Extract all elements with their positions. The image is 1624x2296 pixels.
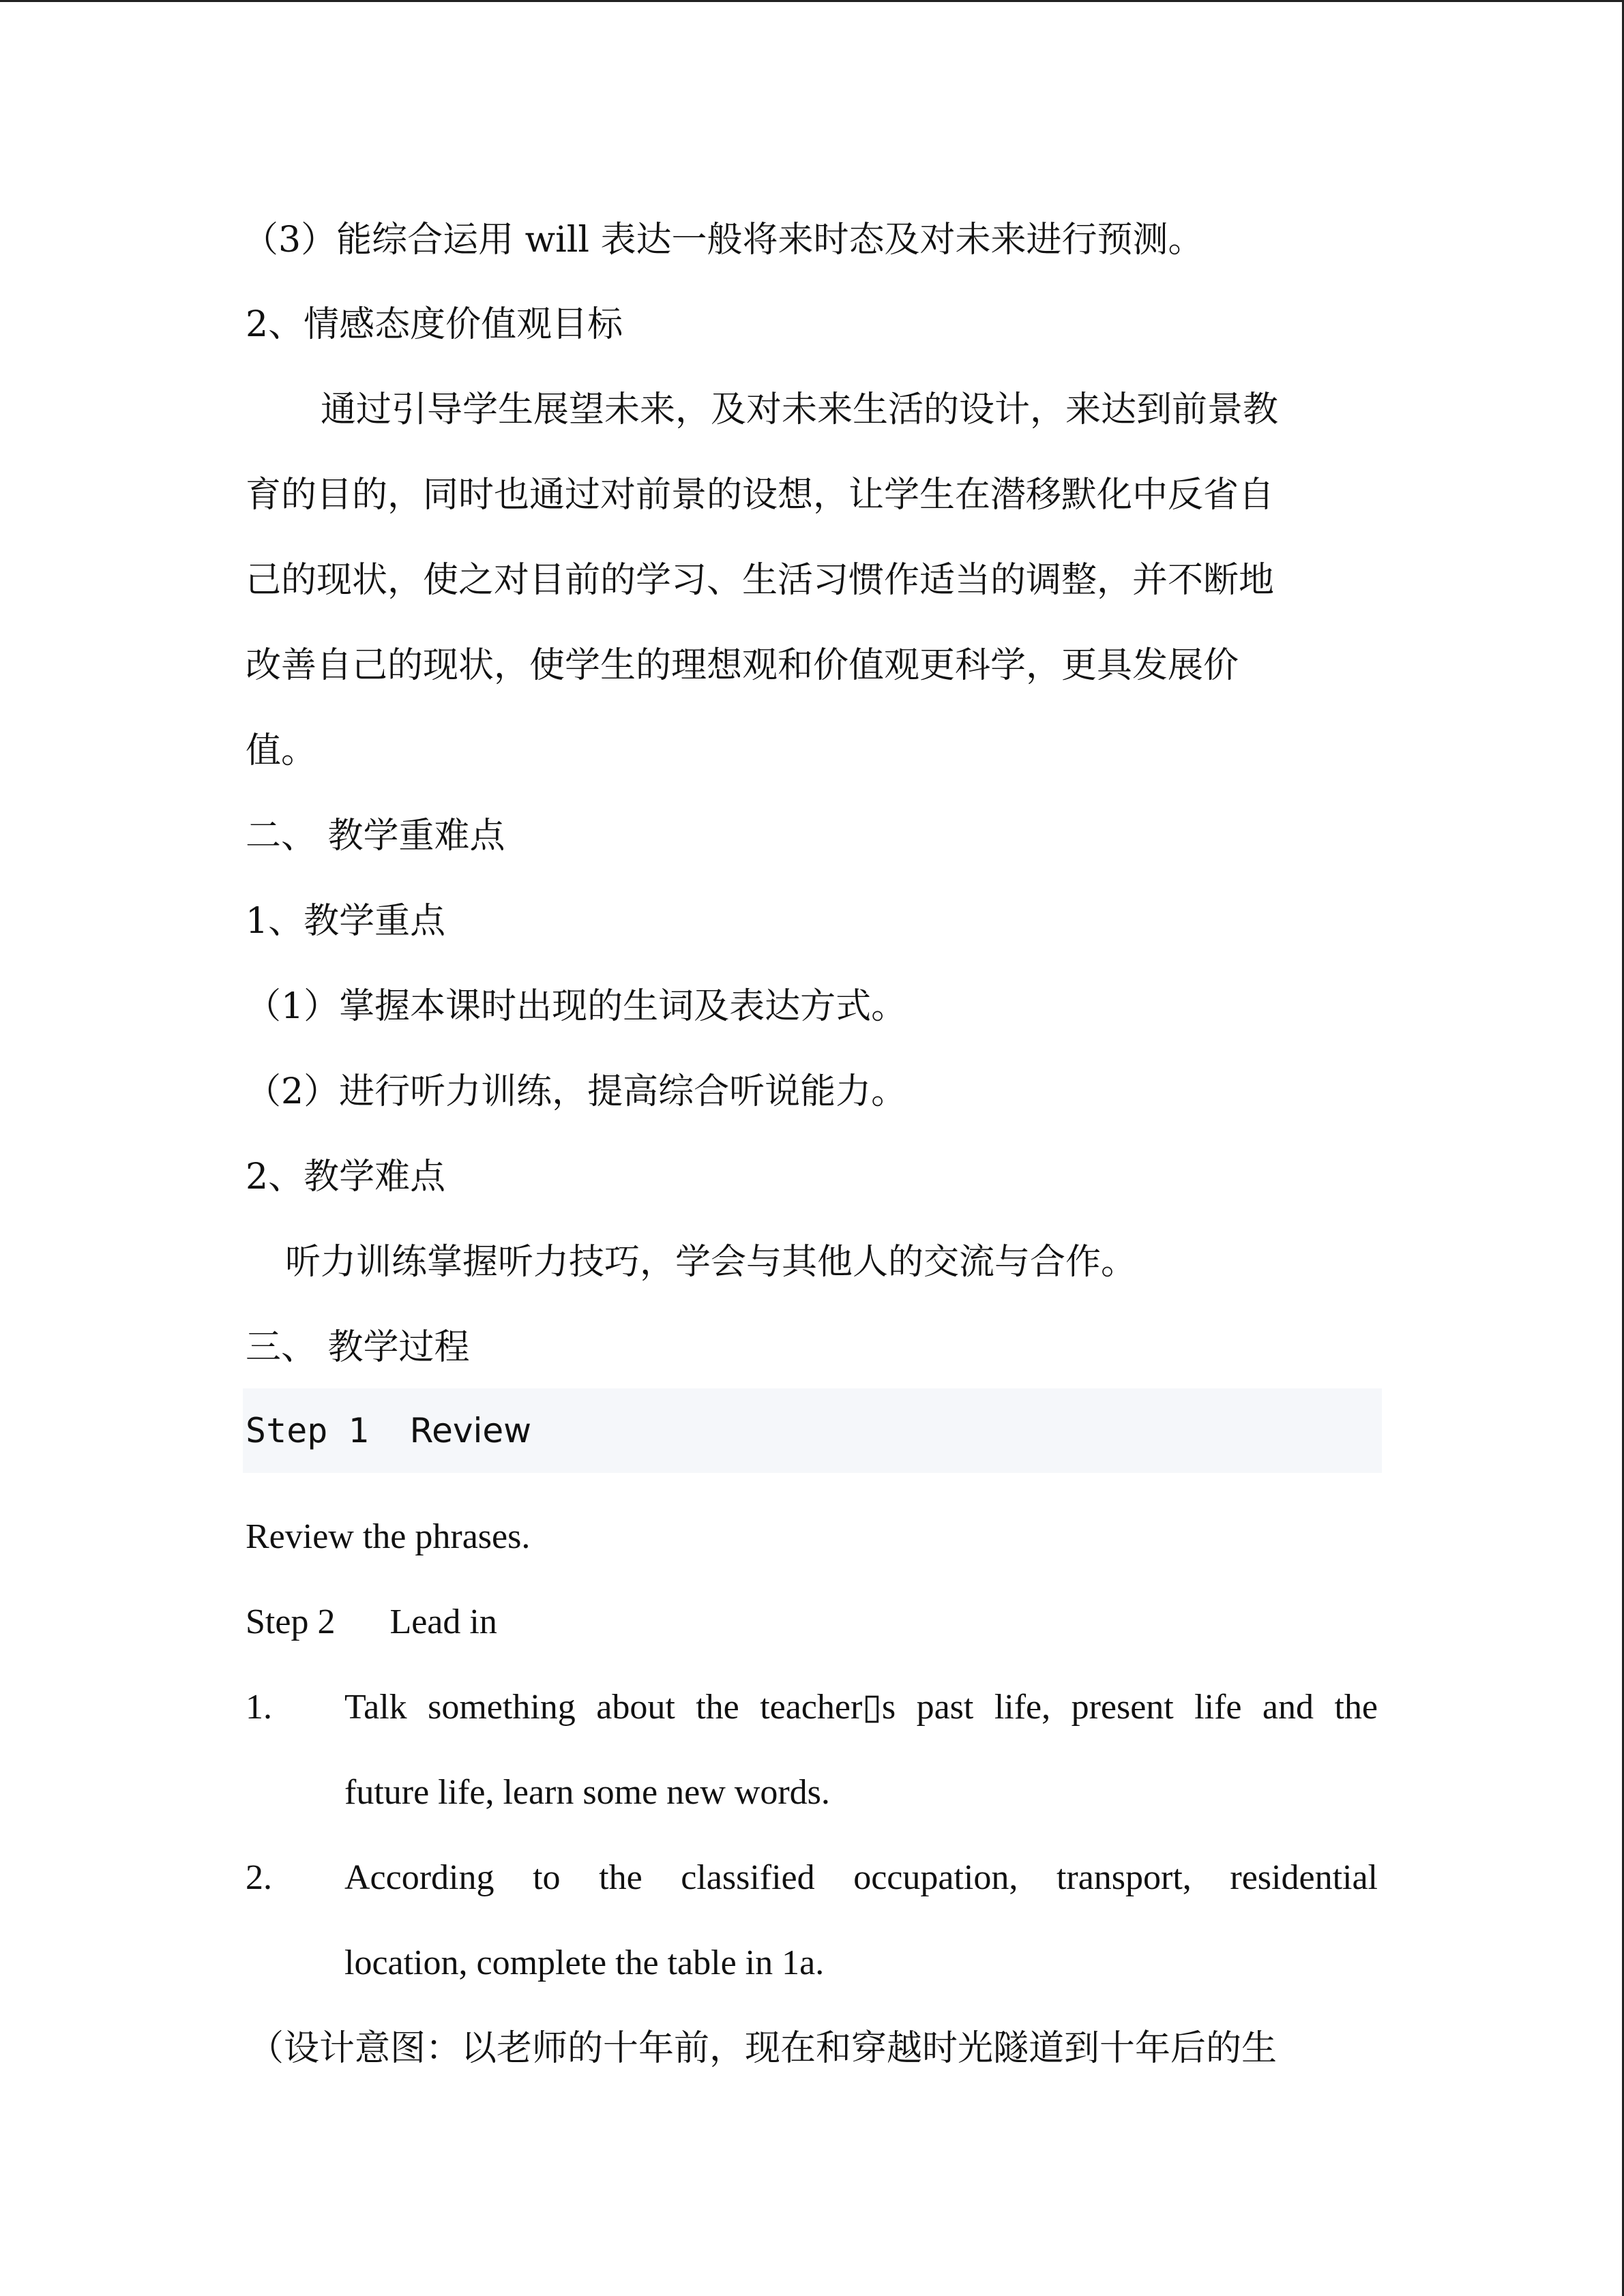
key-point-2: （2）进行听力训练，提高综合听说能力。 xyxy=(246,1071,907,1112)
step1-title: Review xyxy=(409,1411,532,1450)
key-point-1: （1）掌握本课时出现的生词及表达方式。 xyxy=(246,986,907,1027)
page-border-top xyxy=(0,0,1624,2)
section-heading-key-difficult-points: 二、 教学重难点 xyxy=(246,816,505,856)
paragraph-line-4: 改善自己的现状，使学生的理想观和价值观更科学，更具发展价 xyxy=(246,645,1239,686)
paragraph-line-1: 通过引导学生展望未来，及对未来生活的设计，来达到前景教 xyxy=(321,389,1279,430)
section-heading-teaching-process: 三、 教学过程 xyxy=(246,1327,470,1368)
paragraph-line-5: 值。 xyxy=(246,730,317,771)
paragraph-line-2: 育的目的，同时也通过对前景的设想，让学生在潜移默化中反省自 xyxy=(246,475,1275,516)
design-intent-line: （设计意图：以老师的十年前，现在和穿越时光隧道到十年后的生 xyxy=(248,2028,1278,2069)
list-item-2-line-1: According to the classified occupation, transport, residential xyxy=(344,1858,1378,1897)
list-item-1-line-2: future life, learn some new words. xyxy=(344,1773,830,1812)
subheading-difficult-points: 2、教学难点 xyxy=(246,1157,446,1197)
list-item-2-number: 2. xyxy=(246,1858,272,1897)
objective-3-line: （3）能综合运用 will 表达一般将来时态及对未来进行预测。 xyxy=(243,220,1204,260)
step2-heading xyxy=(246,1598,497,1647)
step2-title: Lead in xyxy=(389,1602,497,1641)
paragraph-line-3: 己的现状，使之对目前的学习、生活习惯作适当的调整，并不断地 xyxy=(246,560,1275,601)
step1-label: Step 1 xyxy=(246,1411,369,1450)
step2-label: Step 2 xyxy=(246,1602,336,1641)
subheading-key-points: 1、教学重点 xyxy=(246,901,446,942)
review-text: Review the phrases. xyxy=(246,1517,531,1556)
step1-heading xyxy=(246,1406,531,1455)
difficult-point-text: 听力训练掌握听力技巧，学会与其他人的交流与合作。 xyxy=(285,1242,1137,1283)
list-item-1-line-1: Talk something about the teacher▯s past life, present life and the xyxy=(344,1688,1378,1727)
list-item-1-number: 1. xyxy=(246,1688,272,1727)
list-item-2-line-2: location, complete the table in 1a. xyxy=(344,1943,825,1982)
section-heading-emotion-goals: 2、情感态度价值观目标 xyxy=(246,304,623,345)
